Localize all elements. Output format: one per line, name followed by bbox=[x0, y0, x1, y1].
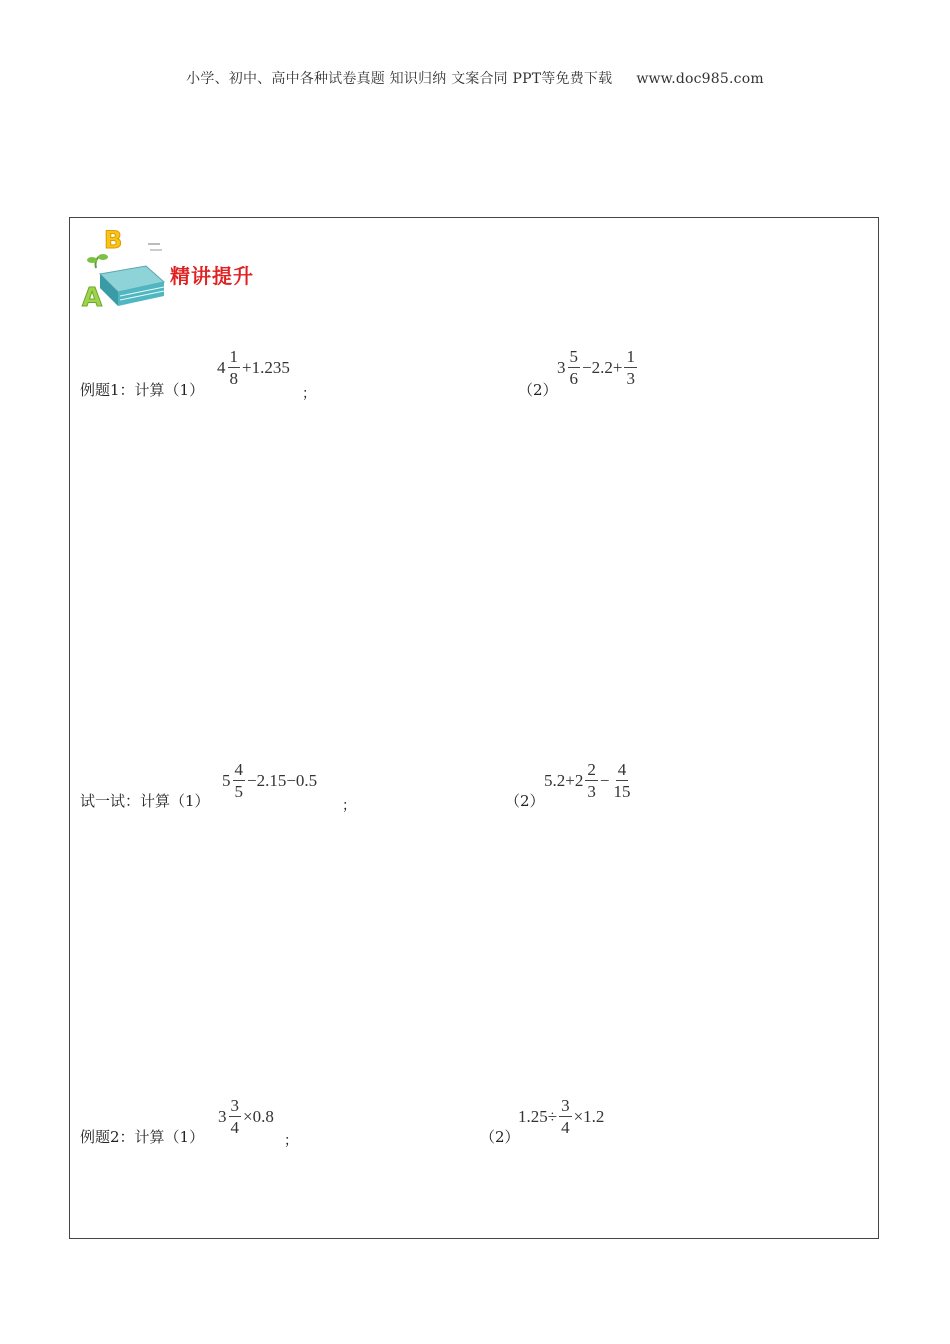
problem-2-part-2-expression: 5.2+2 $\frac{2}{3}$ − $\frac{4}{15}$ bbox=[544, 760, 631, 801]
problem-2-label: 试一试：计算（1） bbox=[80, 792, 210, 810]
fraction: $\frac{1}{8}$ bbox=[229, 347, 238, 388]
page-header bbox=[0, 68, 950, 88]
fraction: $\frac{1}{3}$ bbox=[626, 347, 635, 388]
problem-3-label: 例题2：计算（1） bbox=[80, 1128, 205, 1146]
fraction: $\frac{2}{3}$ bbox=[587, 760, 596, 801]
section-logo bbox=[78, 224, 268, 316]
problem-2-part-2-label: （2） bbox=[505, 792, 545, 810]
problem-2-part-1-end: ； bbox=[342, 798, 356, 814]
problem-1-part-1-end: ； bbox=[302, 386, 316, 402]
fraction: $\frac{4}{15}$ bbox=[613, 760, 631, 801]
problem-3-part-2-expression: 1.25÷ $\frac{3}{4}$ ×1.2 bbox=[518, 1096, 605, 1137]
logo-letter-b: B bbox=[104, 226, 123, 254]
problem-1-label: 例题1：计算（1） bbox=[80, 381, 205, 399]
fraction: $\frac{3}{4}$ bbox=[561, 1096, 570, 1137]
problem-2-part-1-expression: 5 $\frac{4}{5}$ −2.15−0.5 bbox=[222, 760, 318, 801]
fraction: $\frac{3}{4}$ bbox=[230, 1096, 239, 1137]
problem-1-part-2-label: （2） bbox=[518, 381, 558, 399]
problem-3-part-1-expression: 3 $\frac{3}{4}$ ×0.8 bbox=[218, 1096, 274, 1137]
header-text: 小学、初中、高中各种试卷真题 知识归纳 文案合同 PPT等免费下载 bbox=[186, 71, 613, 87]
logo-letter-a: A bbox=[82, 283, 103, 313]
problem-1-part-1-expression: 4 $\frac{1}{8}$ +1.235 bbox=[217, 347, 290, 388]
problem-3-part-2-label: （2） bbox=[480, 1128, 520, 1146]
header-url[interactable]: www.doc985.com bbox=[636, 71, 764, 87]
fraction: $\frac{4}{5}$ bbox=[234, 760, 243, 801]
problem-1-part-2-expression: 3 $\frac{5}{6}$ −2.2+ $\frac{1}{3}$ bbox=[557, 347, 635, 388]
section-title: 精讲提升 bbox=[170, 264, 254, 288]
problem-3-part-1-end: ； bbox=[284, 1133, 298, 1149]
content-frame bbox=[69, 217, 879, 1239]
fraction: $\frac{5}{6}$ bbox=[569, 347, 578, 388]
